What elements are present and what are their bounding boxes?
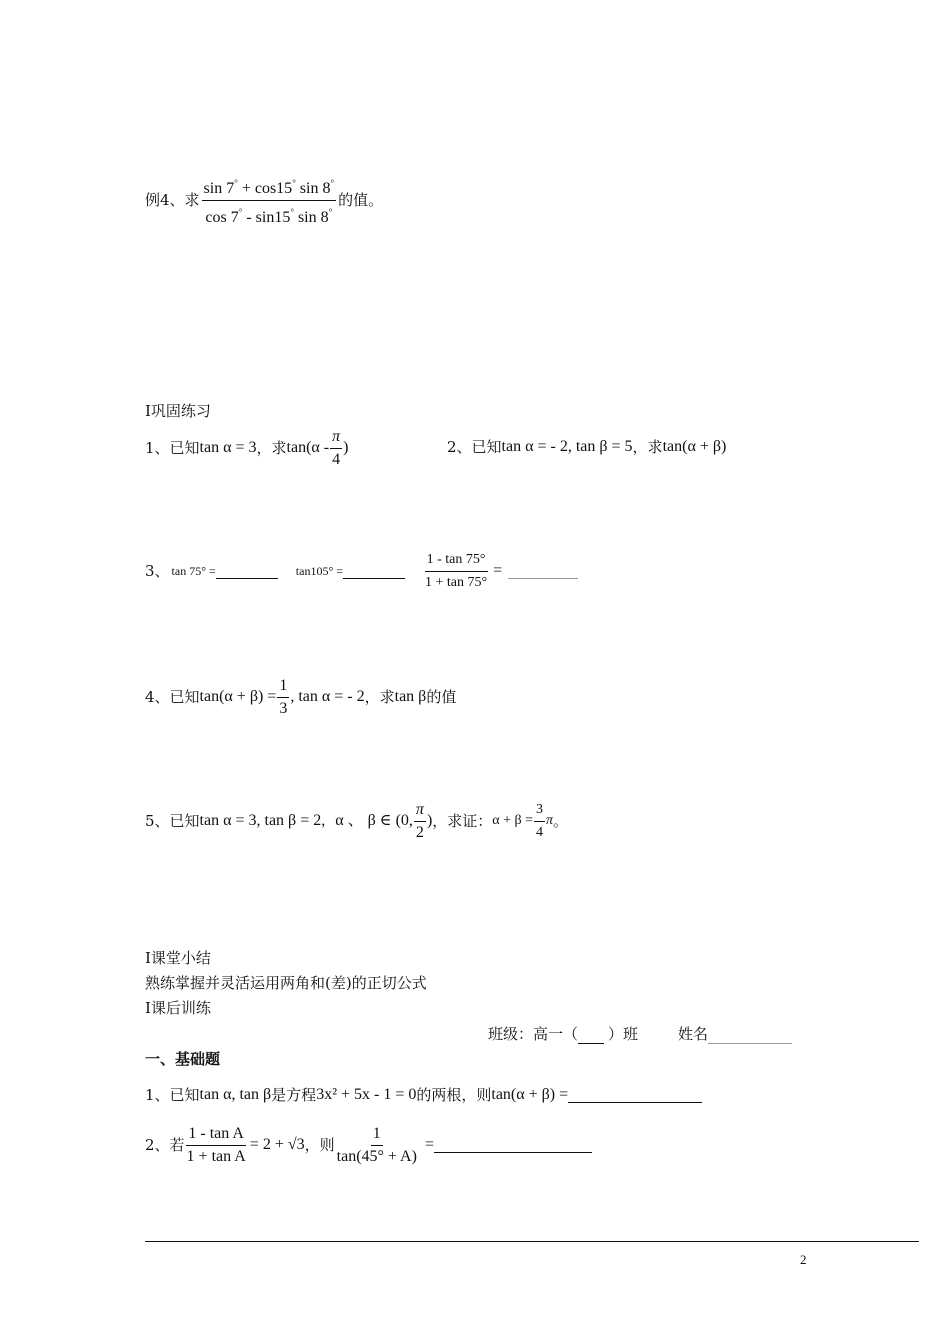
name-label: 姓名 [678,1025,709,1043]
numerator-three: 3 [534,800,545,822]
q2-fraction [185,1124,248,1167]
degree-sign: ° [328,206,333,217]
q2-equals-2: = [424,1136,434,1153]
exercise-1-ask: ，求 [256,439,287,457]
section-homework: I课后训练 [145,999,211,1017]
basic-question-2 [145,1122,592,1168]
example-4-denominator [203,201,334,228]
exercise-5-rparen: ) [426,812,433,829]
q2-fraction-2 [335,1124,419,1167]
degree-sign: ° [234,177,238,188]
exercise-3-tan75: tan 75° = [171,564,216,578]
num-term-3: sin 8 [299,179,331,197]
exercise-1 [145,428,348,468]
page-number: 2 [800,1252,807,1267]
q2-numerator-2: 1 [371,1124,383,1146]
q1-label: 1、已知 [145,1086,200,1104]
exercise-5-three-quarters [534,800,545,843]
exercise-4-label: 4、已知 [145,688,200,706]
q1-mid: 是方程 [271,1086,317,1104]
num-term-2: + cos15 [241,179,293,197]
exercise-4-fraction [277,676,289,719]
exercise-3-blank-a[interactable] [216,564,278,579]
q1-given: tan α, tan β [199,1086,272,1103]
denominator-four: 4 [332,450,341,468]
den-term-1: cos 7 [205,208,239,226]
q2-denominator-2: tan(45° + A) [336,1147,417,1165]
exercise-2 [447,437,726,457]
degree-sign: ° [330,177,335,188]
den-term-3: sin 8 [297,208,329,226]
exercise-1-rparen: ) [343,439,349,456]
q2-equals: = 2 + √3 [249,1136,305,1153]
example-4-label: 例4、求 [145,191,200,209]
exercise-5-label: 5、已知 [145,812,200,830]
degree-sign: ° [292,177,296,188]
class-label: 班级：高一（ [488,1025,579,1043]
exercise-4-suffix: 的值 [426,688,457,706]
exercise-2-given: tan α = - 2, tan β = 5 [501,438,633,455]
exercise-5-prove: ，求证： [432,812,493,830]
class-blank[interactable] [578,1029,604,1044]
q1-equation: 3x² + 5x - 1 = 0 [316,1086,417,1103]
denominator-three: 3 [279,699,288,717]
degree-sign: ° [238,206,243,217]
exercise-1-pi-fraction [330,427,342,470]
exercise-5 [145,800,568,842]
pi-symbol: π [330,427,342,449]
q1-answer-blank[interactable] [568,1088,702,1103]
exercise-3-label: 3、 [145,562,170,580]
basic-heading: 一、基础题 [145,1050,221,1068]
q1-tail: 的两根，则 [416,1086,492,1104]
exercise-4-target: tan β [394,688,427,705]
exercise-3 [145,548,578,594]
exercise-1-label: 1、已知 [145,439,200,457]
exercise-2-expr: tan(α + β) [662,438,727,455]
class-name-line [488,1024,792,1044]
section-summary: I课堂小结 [145,949,211,967]
q2-answer-blank[interactable] [434,1138,592,1153]
exercise-2-label: 2、已知 [447,438,502,456]
exercise-2-ask: ，求 [632,438,663,456]
exercise-5-end: 。 [553,812,569,830]
example-4 [145,176,383,224]
exercise-3-fraction [423,550,489,593]
exercise-4-expr: tan(α + β) = [199,688,277,705]
section-consolidation: I巩固练习 [145,402,211,420]
denominator-four: 4 [536,824,544,840]
exercise-3-tan105: tan105° = [295,564,344,578]
exercise-3-blank-b[interactable] [343,564,405,579]
exercise-1-given: tan α = 3 [199,439,257,456]
num-term-1: sin 7 [203,179,235,197]
q2-numerator: 1 - tan A [186,1124,246,1146]
exercise-4-rest: , tan α = - 2 [290,688,365,705]
exercise-5-pi-fraction [414,800,426,843]
exercise-5-pi: π [546,813,554,828]
footer-rule [145,1241,919,1242]
denominator-two: 2 [415,823,424,841]
q2-denominator: 1 + tan A [186,1147,246,1165]
exercise-5-given: tan α = 3, tan β = 2, [199,812,326,829]
degree-sign: ° [290,206,294,217]
exercise-4 [145,676,456,718]
basic-question-1 [145,1085,702,1105]
exercise-5-vars: α 、 β ∈ (0, [335,812,413,829]
pi-symbol: π [414,800,426,822]
q1-expr: tan(α + β) = [491,1086,569,1103]
name-blank[interactable] [708,1029,792,1044]
exercise-1-expr: tan(α - [286,439,330,456]
exercise-4-ask: ，求 [364,688,395,706]
exercise-3-denominator: 1 + tan 75° [425,574,488,590]
exercise-3-numerator: 1 - tan 75° [425,550,488,572]
example-4-suffix: 的值。 [338,191,384,209]
exercise-5-claim: α + β = [492,813,534,828]
den-term-2: - sin15 [246,208,291,226]
numerator-one: 1 [277,676,289,698]
summary-text: 熟练掌握并灵活运用两角和(差)的正切公式 [145,974,427,992]
class-end: ）班 [608,1025,639,1043]
example-4-numerator [202,173,337,201]
example-4-fraction [202,173,337,228]
q2-then: ，则 [304,1136,335,1154]
exercise-3-equals: = [493,562,503,579]
exercise-3-blank-c[interactable] [508,564,578,579]
q2-label: 2、若 [145,1136,185,1154]
